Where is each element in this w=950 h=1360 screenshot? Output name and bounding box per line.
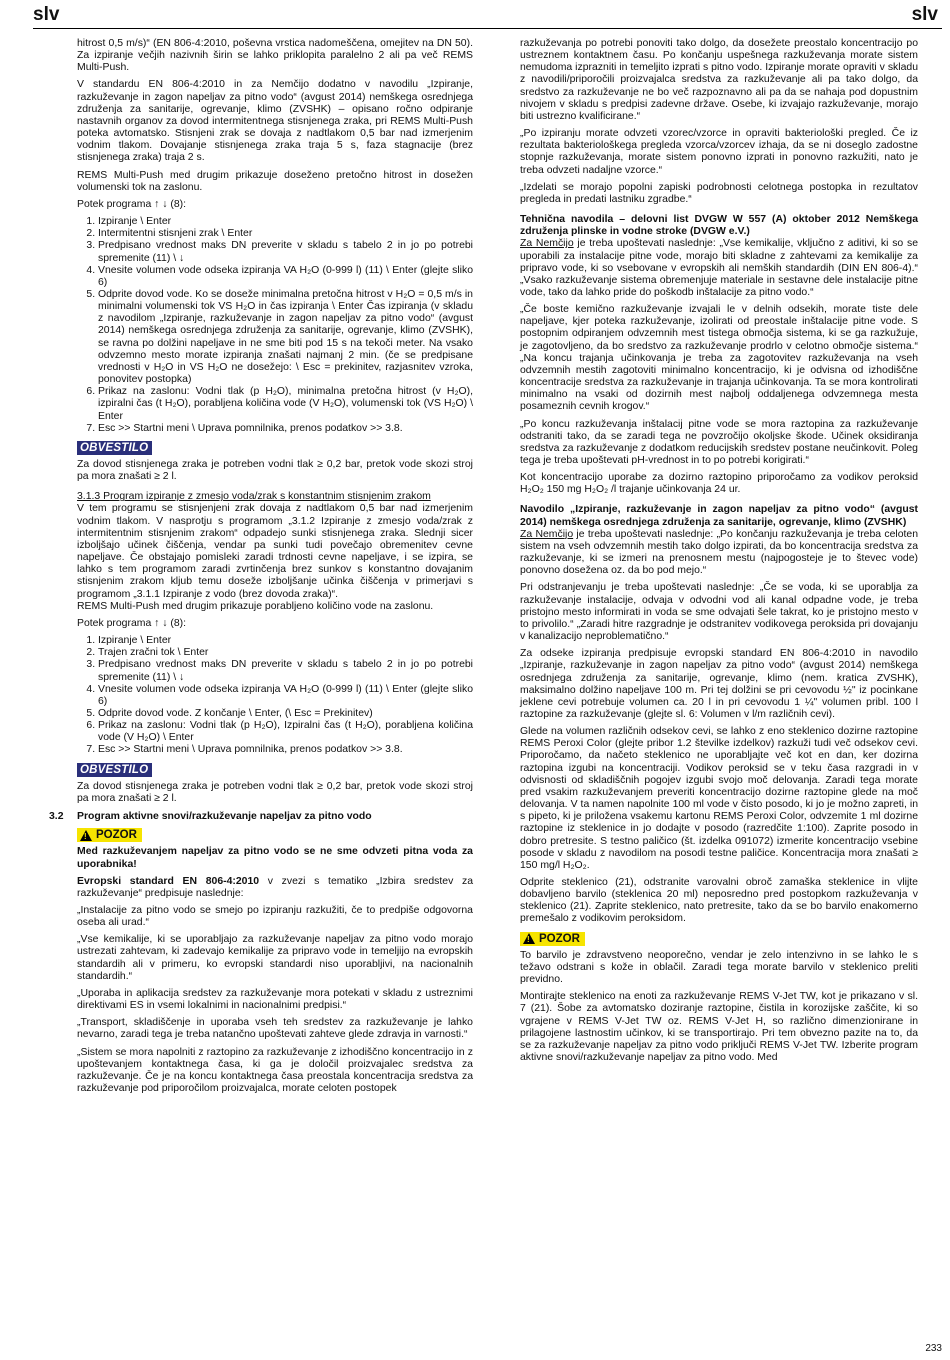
heading-zvshk: Navodilo „Izpiranje, razkuževanje in zagon napeljav za pitno vodo“ (avgust 2014) nemškega osrednjega združenja za sanitarije, ogrevanje, klimo (ZVSHK) <box>520 504 918 528</box>
caution-label: POZOR <box>539 932 580 945</box>
quote: „Instalacije za pitno vodo se smejo po izpiranju razkužiti, če to predpiše odgovorna oseba ali urad.“ <box>77 905 473 929</box>
standard-name: Evropski standard EN 806-4:2010 <box>77 875 260 887</box>
paragraph <box>520 238 918 299</box>
lead-germany: Za Nemčijo <box>520 238 574 250</box>
list-item: 5. Odprite dovod vode. Z končanje \ Enter, (\ Esc = Prekinitev) <box>98 708 473 720</box>
list-item: 7. Esc >> Startni meni \ Uprava pomnilnika, prenos podatkov >> 3.8. <box>98 423 473 435</box>
list-item: 4. Vnesite volumen vode odseka izpiranja VA H₂O (0-999 l) (11) \ Enter (glejte sliko 6) <box>98 684 473 708</box>
program-title: Potek programa ↑ ↓ (8): <box>77 198 187 210</box>
quote: „Sistem se mora napolniti z raztopino za razkuževanje z izhodiščno koncentracijo in z upoštevanjem kontaktnega časa, ki ga je določil proizvajalec sredstva za razkuževanje. Če je na koncu kontaktnega časa preostala koncentracija sredstva za razkuževanje pod priporočilom proizvajalca, morate celoten postopek <box>77 1046 473 1095</box>
paragraph: REMS Multi-Push med drugim prikazuje porabljeno količino vode na zaslonu. <box>77 600 434 612</box>
subsection-313 <box>77 491 473 613</box>
standard-intro: v zvezi s tematiko „Izbira sredstev za razkuževanje“ predpisuje naslednje: <box>77 875 473 899</box>
caution-text: To barvilo je zdravstveno neoporečno, vendar je zelo intenzivno in se lahko le s težavo odstrani s kože in oblačil. Zaradi tega morate barvilo v steklenico preliti previdno. <box>520 949 918 986</box>
caution-badge <box>520 932 585 946</box>
warning-triangle-icon <box>523 933 535 944</box>
paragraph <box>520 529 918 578</box>
list-item: 1. Izpiranje \ Enter <box>98 216 473 228</box>
left-column <box>49 38 473 1100</box>
page-number: 233 <box>925 1343 942 1354</box>
list-item: 6. Prikaz na zaslonu: Vodni tlak (p H₂O), Izpiralni čas (t H₂O), porabljena količina vode (V H₂O) \ Enter <box>98 720 473 744</box>
header-lang-left: slv <box>33 4 60 25</box>
paragraph: „Izdelati se morajo popolni zapiski podrobnosti celotnega postopka in rezultatov pregleda in predati lastniku zgradbe.“ <box>520 181 918 205</box>
paragraph <box>77 876 473 900</box>
quote: „Vse kemikalije, ki se uporabljajo za razkuževanje napeljav za pitno vodo morajo ustrezati zahtevam, ki zadevajo kemikalije za pripravo vode in temeljijo na evropskih standardih ali v primeru, ko evropski standardi niso uporabljivi, na nacionalnih standardih.“ <box>77 934 473 982</box>
paragraph: Montirajte steklenico na enoti za razkuževanje REMS V-Jet TW, kot je prikazano v sl. 7 (21). Šobe za avtomatsko doziranje raztopine, čistila in korozijske zaščite, ki so vgrajene v REMS V-Jet TW oz. REMS V-Jet H, so različno dimenzionirane in prilagojene lastnostim učinkov, ki se transportirajo. Pri tem obvezno pazite na to, da se za razkuževanje napeljav za pitno vodo priključi REMS V-Jet TW. Izberite program aktivne snovi/razkuževanje napeljav za pitno vodo. Med <box>520 991 918 1064</box>
program-steps-1 <box>77 216 473 435</box>
header-lang-right: slv <box>911 4 938 25</box>
paragraph: V tem programu se stisnjenjeni zrak dovaja z nadtlakom 0,5 bar nad izmerjenim vodnim tlakom. V nasprotju s programom „3.1.2 Izpiranje z zmesjo voda/zrak z intermitentnim stisnjenim zrakom“ odpadejo sunki stisnjenega zraka. Slednji sicer izboljšajo učinek čiščenja, vendar pa sunki tudi povečajo obremenitev cevne napeljave. Če obstajajo pomisleki zaradi trdnosti cevne napeljave, i se izpira, se lahko s tem programom zaradi zvrtinčenja brez sunkov s konstantno dovajanim stisnjenim zrakom kljub temu doseže izboljšanje učinka čiščenja v primerjavi s programom „3.1.1 Izpiranje z vodo (brez dovoda zraka)“. <box>77 503 473 600</box>
paragraph: „Po izpiranju morate odvzeti vzorec/vzorce in opraviti bakteriološki pregled. Če iz rezultata bakteriološkega pregleda vzorca/vzorcev izhaja, da se ni doseglo zadostne stopnje razkuževanja, morate sistem ponovno izprati in ponovno razkužiti, nato je treba odvzeti nadaljne vzorce.“ <box>520 128 918 176</box>
paragraph: V standardu EN 806-4:2010 in za Nemčijo dodatno v navodilu „Izpiranje, razkuževanje in zagon napeljav za pitno vodo“ (avgust 2014) nemškega osrednjega združenja za sanitarije, ogrevanje, klimo (ZVSHK) – opisano ročno odpiranje nastavnih organov za dovod intermitentnega stisnjenega zraka, pri REMS Multi-Push poteka avtomatsko. Stisnjeni zrak se dovaja z nadtlakom 0,5 bar nad izmerjenim vodnim tlakom. Dovajanje stisnjenega zraka traja 5 s, faza stagnacije (brez stisnjenega zraka) traja 2 s. <box>77 79 473 164</box>
section-title: Program aktivne snovi/razkuževanje napeljav za pitno vodo <box>77 811 372 823</box>
lead-text: je treba upoštevati naslednje: „Vse kemikalije, vključno z aditivi, ki so se uporabili za instalacije pitne vode, morajo biti skladne z zahtevami za kemikalije za pripravo vode, ki so vsebovane v evropskih ali nemških standardih (DIN EN 806-4).“ „Vsako razkuževanje sistema obremenjuje materiale in sestavne dele instalacije pitne vode, tako da lahko pride do poškodb inštalacije za pitno vodo.“ <box>520 238 918 298</box>
paragraph: „Če boste kemično razkuževanje izvajali le v delnih odsekih, morate tiste dele napeljave, kjer poteka razkuževanje, izolirati od preostale inštalacije pitne vode. S postopnim odpiranjem odvzemnih mest tistega območja sistema, ki se ga razkužuje, je zagotovljeno, da bo sredstvo za razkuževanje prodrlo v celotno območje sistema.“ „Na koncu trajanja učinkovanja je treba za zagotovitev razkuževanja na vseh odvzemnih mestih zagotoviti minimalno koncentracijo, ki je odvisna od izhodiščne koncentracije sredstva za razkuževanje in trajanja učinkovanja. Ta se mora kontrolirati minimalno na vsaki od dozirnih mest najbolj oddaljenega odvzemnega mesta posameznih cevnih krogov.“ <box>520 304 918 413</box>
section-number: 3.2 <box>49 811 64 823</box>
caution-text: Med razkuževanjem napeljav za pitno vodo se ne sme odvzeti pitna voda za uporabnika! <box>77 846 473 870</box>
header-rule <box>33 28 942 29</box>
notice-badge: OBVESTILO <box>77 763 152 777</box>
paragraph: razkuževanja po potrebi ponoviti tako dolgo, da dosežete preostalo koncentracijo po ustreznem kontaktnem času. Po končanju uspešnega razkuževanja morate sistem nemudoma izprazniti in temeljito izprati s pitno vodo. Izpiranje morate opraviti v skladu z navodili/priporočili proizvajalca sredstva za razkuževanje ali pa tako dolgo, da sredstvo za razkuževanje ne bo več razpoznavno ali pa da se nahaja pod dopustnim nivojem v skladu s predpisi zadevne države. Osebe, ki izvajajo razkuževanje, morajo biti ustrezno kvalificirane.“ <box>520 38 918 122</box>
list-item: 2. Trajen zračni tok \ Enter <box>98 647 473 659</box>
list-item: 1. Izpiranje \ Enter <box>98 635 473 647</box>
paragraph: Glede na volumen različnih odsekov cevi, se lahko z eno steklenico dozirne raztopine REMS Peroxi Color (glejte pribor 1.2 številke izdelkov) razkuži tudi več odsekov cevi. Priporočamo, da načeto steklenico ne uporabljajte več kot en dan, ker dozirna raztopina izgubi na koncentraciji. Vodikov peroksid se v teku časa razgradi in v odvisnosti od skladiščnih pogojev izgubi svojo moč delovanja. Zaradi tega morate pred vsakim razkuževanjem preveriti koncentracijo dozirne raztopine glede na moč delovanja. V ta namen napolnite 100 ml vode v čisto posodo, ki jo je možno zapreti, in s pipeto, ki je priložena vsakemu kartonu REMS Peroxi Color, odvzemite 1 ml dozirne raztopine iz steklenice in jo dodajte v posodo (razredčite 1:100). Zaprite posodo in dobro pretresite. S testno paličico (št. izdelka 091072) izmerite koncentracijo vsebine posode v skladu z navodilom na posodi testne paličice. Koncentracija mora znašati ≥ 150 mg/l H₂O₂. <box>520 726 918 871</box>
list-item: 2. Intermitentni stisnjeni zrak \ Enter <box>98 228 473 240</box>
caution-badge <box>77 828 142 842</box>
list-item: 5. Odprite dovod vode. Ko se doseže minimalna pretočna hitrost v H₂O = 0,5 m/s in minimalni volumenski tok VS H₂O in čas izpiranja \ Enter Čas izpiranja (v skladu z navodilom „Izpiranje, razkuževanje in zagon napeljav za pitno vodo“ (avgust 2014) nemškega osrednjega združenja za sanitarije, ogrevanje, klimo (ZVSHK), se ravna po dolžini napeljave in ne sme biti pod 15 s na tekoči meter. Na vsako odvzemno mesto morate izpiranja znašati najmanj 2 min. (če se predpisane vrednosti v H₂O in VS H₂O ne dosežejo: \ Esc = prekinitev, razjasnitev vzroka, ponovitev postopka) <box>98 289 473 386</box>
paragraph: REMS Multi-Push med drugim prikazuje doseženo pretočno hitrost in dosežen volumenski tok na zaslonu. <box>77 169 473 193</box>
paragraph: Pri odstranjevanju je treba upoštevati naslednje: „Če se voda, ki se uporablja za razkuževanje instalacije, odvaja v odvodni vod ali kanal odpadne vode, je treba pristojno mesto informirati in voda se sme odvajati šele takrat, ko je pristojno mesto v to privolilo.“ „Zaradi hitre razgradnje je odstranitev vodikovega peroksida pri dovajanju v kanalizacijo neproblematično.“ <box>520 582 918 643</box>
subsection-title: 3.1.3 Program izpiranje z zmesjo voda/zrak s konstantnim stisnjenim zrakom <box>77 491 431 503</box>
notice-text: Za dovod stisnjenega zraka je potreben vodni tlak ≥ 0,2 bar, pretok vode skozi stroj pa mora znašati ≥ 2 l. <box>77 459 473 483</box>
paragraph: hitrost 0,5 m/s)“ (EN 806-4:2010, poševna vrstica nadomeščena, omejitev na DN 50). Za izpiranje večjih nazivnih širin se lahko priklopita paralelno 2 ali pa več REMS Multi-Push. <box>77 38 473 74</box>
list-item: 3. Predpisano vrednost maks DN preverite v skladu s tabelo 2 in jo po potrebi spremenite (11) \ ↓ <box>98 659 473 683</box>
program-title: Potek programa ↑ ↓ (8): <box>77 617 187 629</box>
lead-germany: Za Nemčijo <box>520 528 574 540</box>
paragraph: Kot koncentracijo uporabe za dozirno raztopino priporočamo za vodikov peroksid H₂O₂ 150 mg H₂O₂ /l trajanje učinkovanja 24 ur. <box>520 472 918 496</box>
paragraph: Odprite steklenico (21), odstranite varovalni obroč zamaška steklenice in vlijte dobavljeno barvilo (steklenica 20 ml) neposredno pred postopkom razkuževanja v steklenico (21). Zaprite steklenico, nato pretresite, tako da se bo barvilo enakomerno premešalo z vodikovim peroksidom. <box>520 877 918 925</box>
paragraph: „Po koncu razkuževanja inštalacij pitne vode se mora raztopina za razkuževanje odstraniti tako, da se zaradi tega ne povzročijo okoljske škode. Učinek oksidiranja sredstva za razkuževanje z dodatkom reducijskih sredstev postane neučinkovit. Poleg tega je treba upoštevati pH-vrednost in to po potrebi korigirati.“ <box>520 418 918 466</box>
quote: „Uporaba in aplikacija sredstev za razkuževanje mora potekati v skladu z ustreznimi direktivami ES in vsemi lokalnimi in nacionalnimi predpisi.“ <box>77 987 473 1012</box>
notice-text: Za dovod stisnjenega zraka je potreben vodni tlak ≥ 0,2 bar, pretok vode skozi stroj pa mora znašati ≥ 2 l. <box>77 780 473 804</box>
section-heading-3-2 <box>49 811 473 823</box>
program-steps-2 <box>77 635 473 757</box>
lead-text: je treba upoštevati naslednje: „Po končanju razkuževanja je treba celoten sistem na vseh odvzemnih mestih tako dolgo izpirati, da bo koncentracija sredstva za razkuževanje, ki se izmeri na prenosnem mestu (najpogosteje je to števec vode) ponovno dosežena oz. da bo pod mejo.“ <box>520 528 919 577</box>
warning-triangle-icon <box>80 830 92 841</box>
notice-badge: OBVESTILO <box>77 441 152 455</box>
heading-dvgw: Tehnična navodila – delovni list DVGW W 557 (A) oktober 2012 Nemškega združenja plinske in vodne stroke (DVGW e.V.) <box>520 214 918 238</box>
right-column <box>520 38 918 1069</box>
list-item: 7. Esc >> Startni meni \ Uprava pomnilnika, prenos podatkov >> 3.8. <box>98 744 473 756</box>
list-item: 3. Predpisano vrednost maks DN preverite v skladu s tabelo 2 in jo po potrebi spremenite (11) \ ↓ <box>98 240 473 264</box>
caution-label: POZOR <box>96 829 137 842</box>
paragraph: Za odseke izpiranja predpisuje evropski standard EN 806-4:2010 in navodilo „Izpiranje, razkuževanje in zagon napeljav za pitno vodo“ (avgust 2014) nemškega osrednjega združenja za sanitarije, ogrevanje, klimo (nem. kratica ZVSHK), maksimalno dolžino napeljave 100 m. Pri tej dolžini se pri cevovodu ½" iz pocinkane jeklene cevi potrebuje volumen ca. 20 l in pri cevovodu 1 ¼" volumen pribl. 100 l raztopine za razkuževanje (glejte sl. 6: Volumen v l/m različnih cevi). <box>520 648 918 720</box>
quote: „Transport, skladiščenje in uporaba vseh teh sredstev za razkuževanje je lahko nevarno, zaradi tega je treba natančno upoštevati zahteve glede zdravja in varnosti.“ <box>77 1017 473 1041</box>
list-item: 4. Vnesite volumen vode odseka izpiranja VA H₂O (0-999 l) (11) \ Enter (glejte sliko 6) <box>98 265 473 289</box>
list-item: 6. Prikaz na zaslonu: Vodni tlak (p H₂O), minimalna pretočna hitrost (v H₂O), izpiralni čas (t H₂O), porabljena količina vode (V H₂O), volumenski tok (VS H₂O) \ Enter <box>98 386 473 422</box>
